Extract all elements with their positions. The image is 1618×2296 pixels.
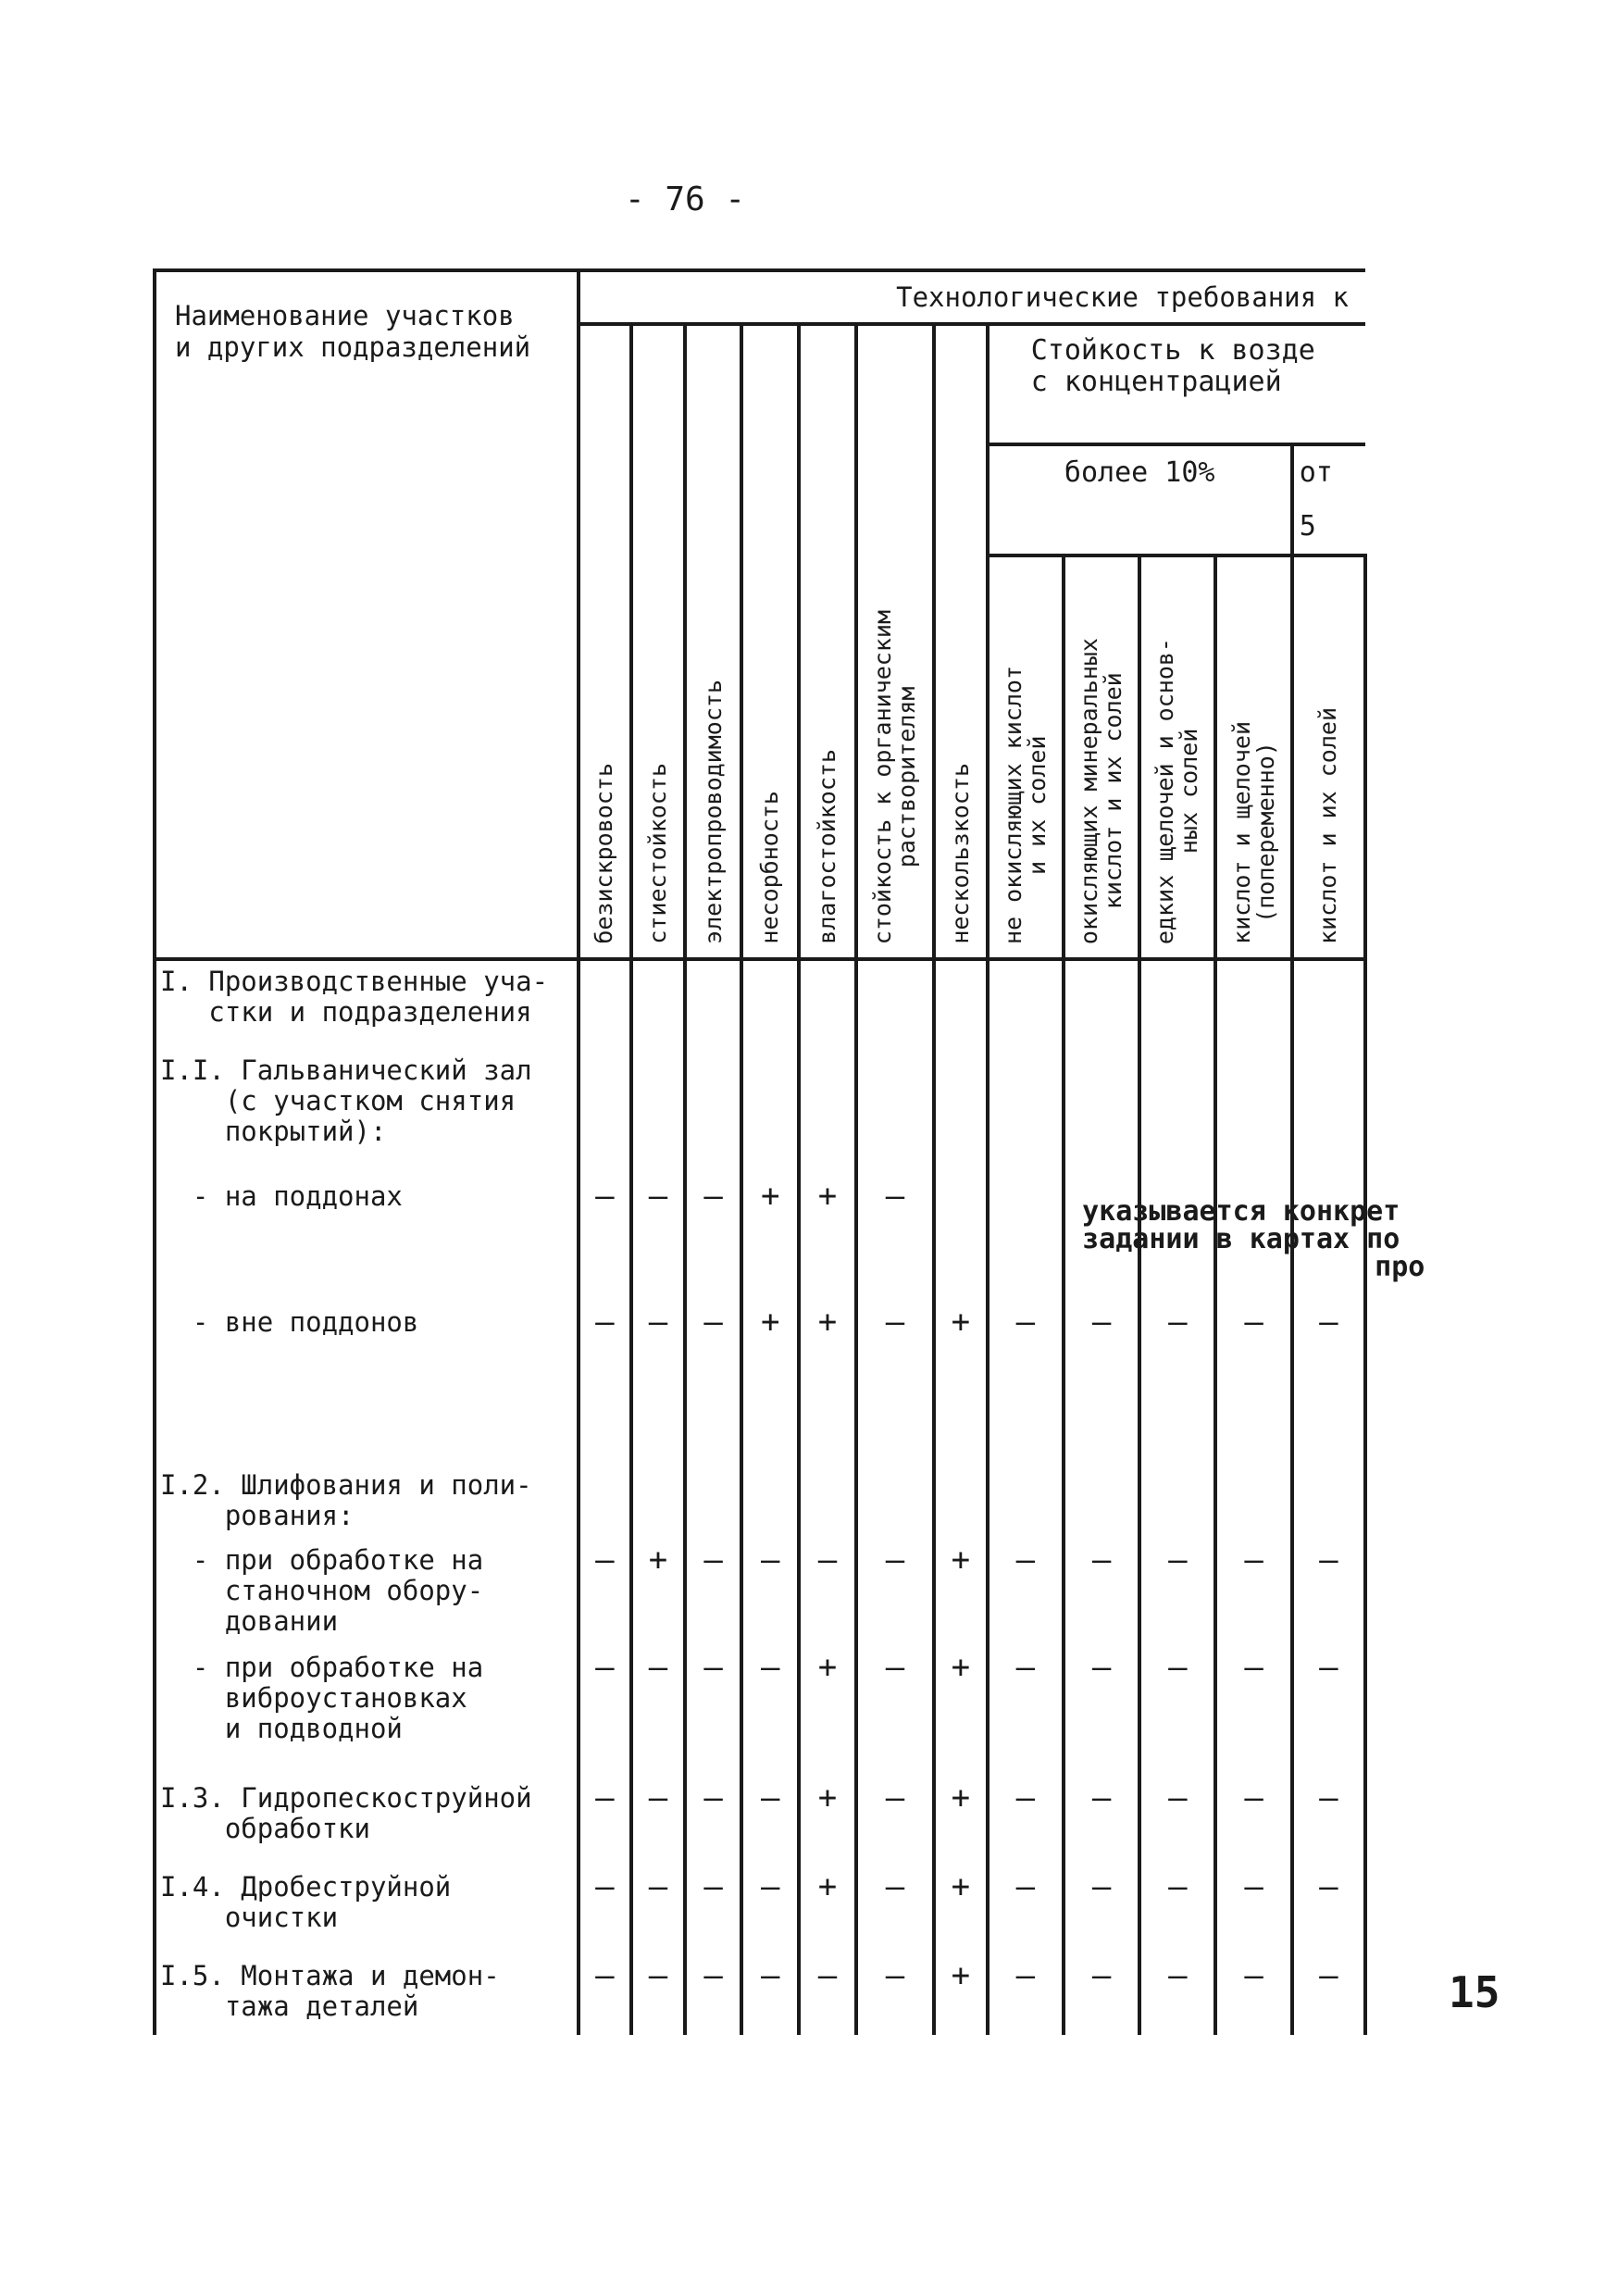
mark-cell: – xyxy=(1139,1647,1215,1778)
mark-cell xyxy=(741,959,799,1050)
mark-cell xyxy=(799,1465,856,1540)
mark-cell: + xyxy=(934,1540,988,1647)
requirements-table xyxy=(153,268,1425,2035)
row-label: I.5. Монтажа и демон- тажа деталей xyxy=(155,1955,579,2035)
mark-cell: – xyxy=(1139,1302,1215,1465)
mark-cell: – xyxy=(856,1647,934,1778)
table-row xyxy=(155,1647,1365,1778)
mark-cell: + xyxy=(741,1176,799,1302)
mark-cell: – xyxy=(1064,1540,1139,1647)
mark-cell: – xyxy=(1215,1778,1291,1866)
mark-cell: – xyxy=(1292,1540,1365,1647)
mark-cell: – xyxy=(579,1866,632,1955)
mark-cell: – xyxy=(856,1866,934,1955)
mark-cell: – xyxy=(1292,1955,1365,2035)
mark-cell: + xyxy=(799,1302,856,1465)
mark-cell: – xyxy=(741,1647,799,1778)
mark-cell: – xyxy=(988,1647,1064,1778)
col-header-9: окисляющих минеральных кислот и их солей xyxy=(1064,555,1139,959)
mark-cell: – xyxy=(1064,1955,1139,2035)
col-header-7: нескользкость xyxy=(934,324,988,959)
mark-cell: – xyxy=(1215,1647,1291,1778)
mark-cell: – xyxy=(685,1955,742,2035)
mark-cell: – xyxy=(631,1647,685,1778)
table-row xyxy=(155,959,1365,1050)
mark-cell xyxy=(856,959,934,1050)
mark-cell: – xyxy=(579,1540,632,1647)
mark-cell xyxy=(741,1050,799,1176)
mark-cell: – xyxy=(1292,1778,1365,1866)
mark-cell: – xyxy=(856,1540,934,1647)
table-row xyxy=(155,1176,1365,1302)
mark-cell xyxy=(631,1465,685,1540)
mark-cell: – xyxy=(579,1955,632,2035)
col-header-6: стойкость к органическим растворителям xyxy=(856,324,934,959)
mark-cell: – xyxy=(988,1955,1064,2035)
mark-cell xyxy=(934,959,988,1050)
mark-cell: – xyxy=(1292,1647,1365,1778)
table-row xyxy=(155,1465,1365,1540)
col-header-12: кислот и их солей xyxy=(1292,555,1365,959)
col-header-10: едких щелочей и основ- ных солей xyxy=(1139,555,1215,959)
mark-cell: – xyxy=(685,1540,742,1647)
mark-cell xyxy=(988,1465,1064,1540)
mark-cell xyxy=(1064,959,1139,1050)
mark-cell xyxy=(1139,1050,1215,1176)
mark-cell: – xyxy=(741,1540,799,1647)
mark-cell: – xyxy=(631,1955,685,2035)
mark-cell: – xyxy=(1064,1302,1139,1465)
mark-cell xyxy=(631,959,685,1050)
mark-cell: – xyxy=(631,1866,685,1955)
mark-cell: + xyxy=(741,1302,799,1465)
mark-cell xyxy=(1139,1465,1215,1540)
col-header-4: несорбность xyxy=(741,324,799,959)
table-row xyxy=(155,1955,1365,2035)
mark-cell xyxy=(685,1465,742,1540)
mark-cell: – xyxy=(856,1176,934,1302)
mark-cell: – xyxy=(579,1176,632,1302)
col-header-2: стиестойкость xyxy=(631,324,685,959)
col-header-8: не окисляющих кислот и их солей xyxy=(988,555,1064,959)
mark-cell: – xyxy=(1215,1866,1291,1955)
col-header-1: безискровость xyxy=(579,324,632,959)
mark-cell: – xyxy=(1139,1866,1215,1955)
corner-mark: 15 xyxy=(1449,1967,1500,2017)
table-row xyxy=(155,1540,1365,1647)
mark-cell xyxy=(1064,1465,1139,1540)
row-label: - на поддонах xyxy=(155,1176,579,1302)
mark-cell xyxy=(1064,1050,1139,1176)
mark-cell: – xyxy=(741,1866,799,1955)
mark-cell: – xyxy=(685,1176,742,1302)
mark-cell: – xyxy=(856,1302,934,1465)
mark-cell: – xyxy=(988,1540,1064,1647)
row-label: I. Производственные уча- стки и подразделения xyxy=(155,959,579,1050)
mark-cell: – xyxy=(988,1778,1064,1866)
row-label: I.2. Шлифования и поли- рования: xyxy=(155,1465,579,1540)
concentration-from-header: от 5 xyxy=(1292,444,1365,555)
mark-cell xyxy=(934,1050,988,1176)
mark-cell xyxy=(856,1465,934,1540)
concentration-more-header: более 10% xyxy=(988,444,1292,555)
mark-cell: + xyxy=(934,1955,988,2035)
mark-cell: – xyxy=(741,1778,799,1866)
col-header-5: влагостойкость xyxy=(799,324,856,959)
mark-cell xyxy=(799,1050,856,1176)
mark-cell: – xyxy=(685,1302,742,1465)
mark-cell: – xyxy=(579,1302,632,1465)
table-row xyxy=(155,1866,1365,1955)
mark-cell: + xyxy=(631,1540,685,1647)
name-column-header: Наименование участков и других подразделений xyxy=(155,270,579,959)
mark-cell: + xyxy=(934,1866,988,1955)
mark-cell xyxy=(1215,1465,1291,1540)
mark-cell: – xyxy=(1064,1866,1139,1955)
mark-cell: – xyxy=(685,1778,742,1866)
requirements-group-header: Технологические требования к xyxy=(579,270,1365,324)
table-row xyxy=(155,1778,1365,1866)
mark-cell: – xyxy=(1139,1540,1215,1647)
mark-cell xyxy=(988,1176,1425,1302)
row-label: - вне поддонов xyxy=(155,1302,579,1465)
mark-cell: – xyxy=(1292,1302,1365,1465)
mark-cell: + xyxy=(799,1866,856,1955)
mark-cell xyxy=(988,1050,1064,1176)
mark-cell: – xyxy=(1215,1302,1291,1465)
table-body xyxy=(155,959,1425,2035)
col-header-3: электропроводимость xyxy=(685,324,742,959)
mark-cell: + xyxy=(934,1778,988,1866)
mark-cell: – xyxy=(799,1955,856,2035)
mark-cell xyxy=(685,959,742,1050)
col-header-11: кислот и щелочей (попеременно) xyxy=(1215,555,1291,959)
mark-cell xyxy=(934,1176,988,1302)
mark-cell: – xyxy=(1064,1647,1139,1778)
row-label: - при обработке на виброустановках и подводной xyxy=(155,1647,579,1778)
row-label: - при обработке на станочном обору- довании xyxy=(155,1540,579,1647)
mark-cell xyxy=(579,959,632,1050)
mark-cell: – xyxy=(856,1778,934,1866)
mark-cell: – xyxy=(579,1778,632,1866)
note-text: указывается конкрет задании в картах по про xyxy=(1082,1195,1425,1283)
mark-cell: + xyxy=(799,1647,856,1778)
mark-cell: – xyxy=(1064,1778,1139,1866)
mark-cell: – xyxy=(799,1540,856,1647)
mark-cell xyxy=(741,1465,799,1540)
mark-cell xyxy=(988,959,1064,1050)
mark-cell: – xyxy=(1215,1540,1291,1647)
mark-cell: – xyxy=(1215,1955,1291,2035)
mark-cell: – xyxy=(685,1647,742,1778)
mark-cell xyxy=(685,1050,742,1176)
mark-cell xyxy=(856,1050,934,1176)
row-label: I.I. Гальванический зал (с участком снятия покрытий): xyxy=(155,1050,579,1176)
mark-cell xyxy=(1139,959,1215,1050)
mark-cell: – xyxy=(631,1176,685,1302)
mark-cell xyxy=(1292,1465,1365,1540)
mark-cell xyxy=(1215,1050,1291,1176)
mark-cell xyxy=(631,1050,685,1176)
mark-cell: – xyxy=(988,1866,1064,1955)
mark-cell xyxy=(934,1465,988,1540)
mark-cell xyxy=(579,1050,632,1176)
mark-cell xyxy=(579,1465,632,1540)
mark-cell: – xyxy=(988,1302,1064,1465)
row-label: I.4. Дробеструйной очистки xyxy=(155,1866,579,1955)
table-row xyxy=(155,1302,1365,1465)
mark-cell xyxy=(799,959,856,1050)
page-number: - 76 - xyxy=(624,181,746,218)
mark-cell: + xyxy=(799,1778,856,1866)
mark-cell: – xyxy=(741,1955,799,2035)
row-label: I.3. Гидропескоструйной обработки xyxy=(155,1778,579,1866)
mark-cell: + xyxy=(799,1176,856,1302)
mark-cell: + xyxy=(934,1647,988,1778)
resistance-header: Стойкость к возде с концентрацией xyxy=(988,324,1365,444)
mark-cell: – xyxy=(685,1866,742,1955)
mark-cell: – xyxy=(1292,1866,1365,1955)
mark-cell xyxy=(1215,959,1291,1050)
mark-cell xyxy=(1292,959,1365,1050)
mark-cell: – xyxy=(579,1647,632,1778)
mark-cell xyxy=(1292,1050,1365,1176)
mark-cell: – xyxy=(1139,1778,1215,1866)
mark-cell: + xyxy=(934,1302,988,1465)
table-row xyxy=(155,1050,1365,1176)
mark-cell: – xyxy=(631,1302,685,1465)
mark-cell: – xyxy=(631,1778,685,1866)
mark-cell: – xyxy=(856,1955,934,2035)
mark-cell: – xyxy=(1139,1955,1215,2035)
